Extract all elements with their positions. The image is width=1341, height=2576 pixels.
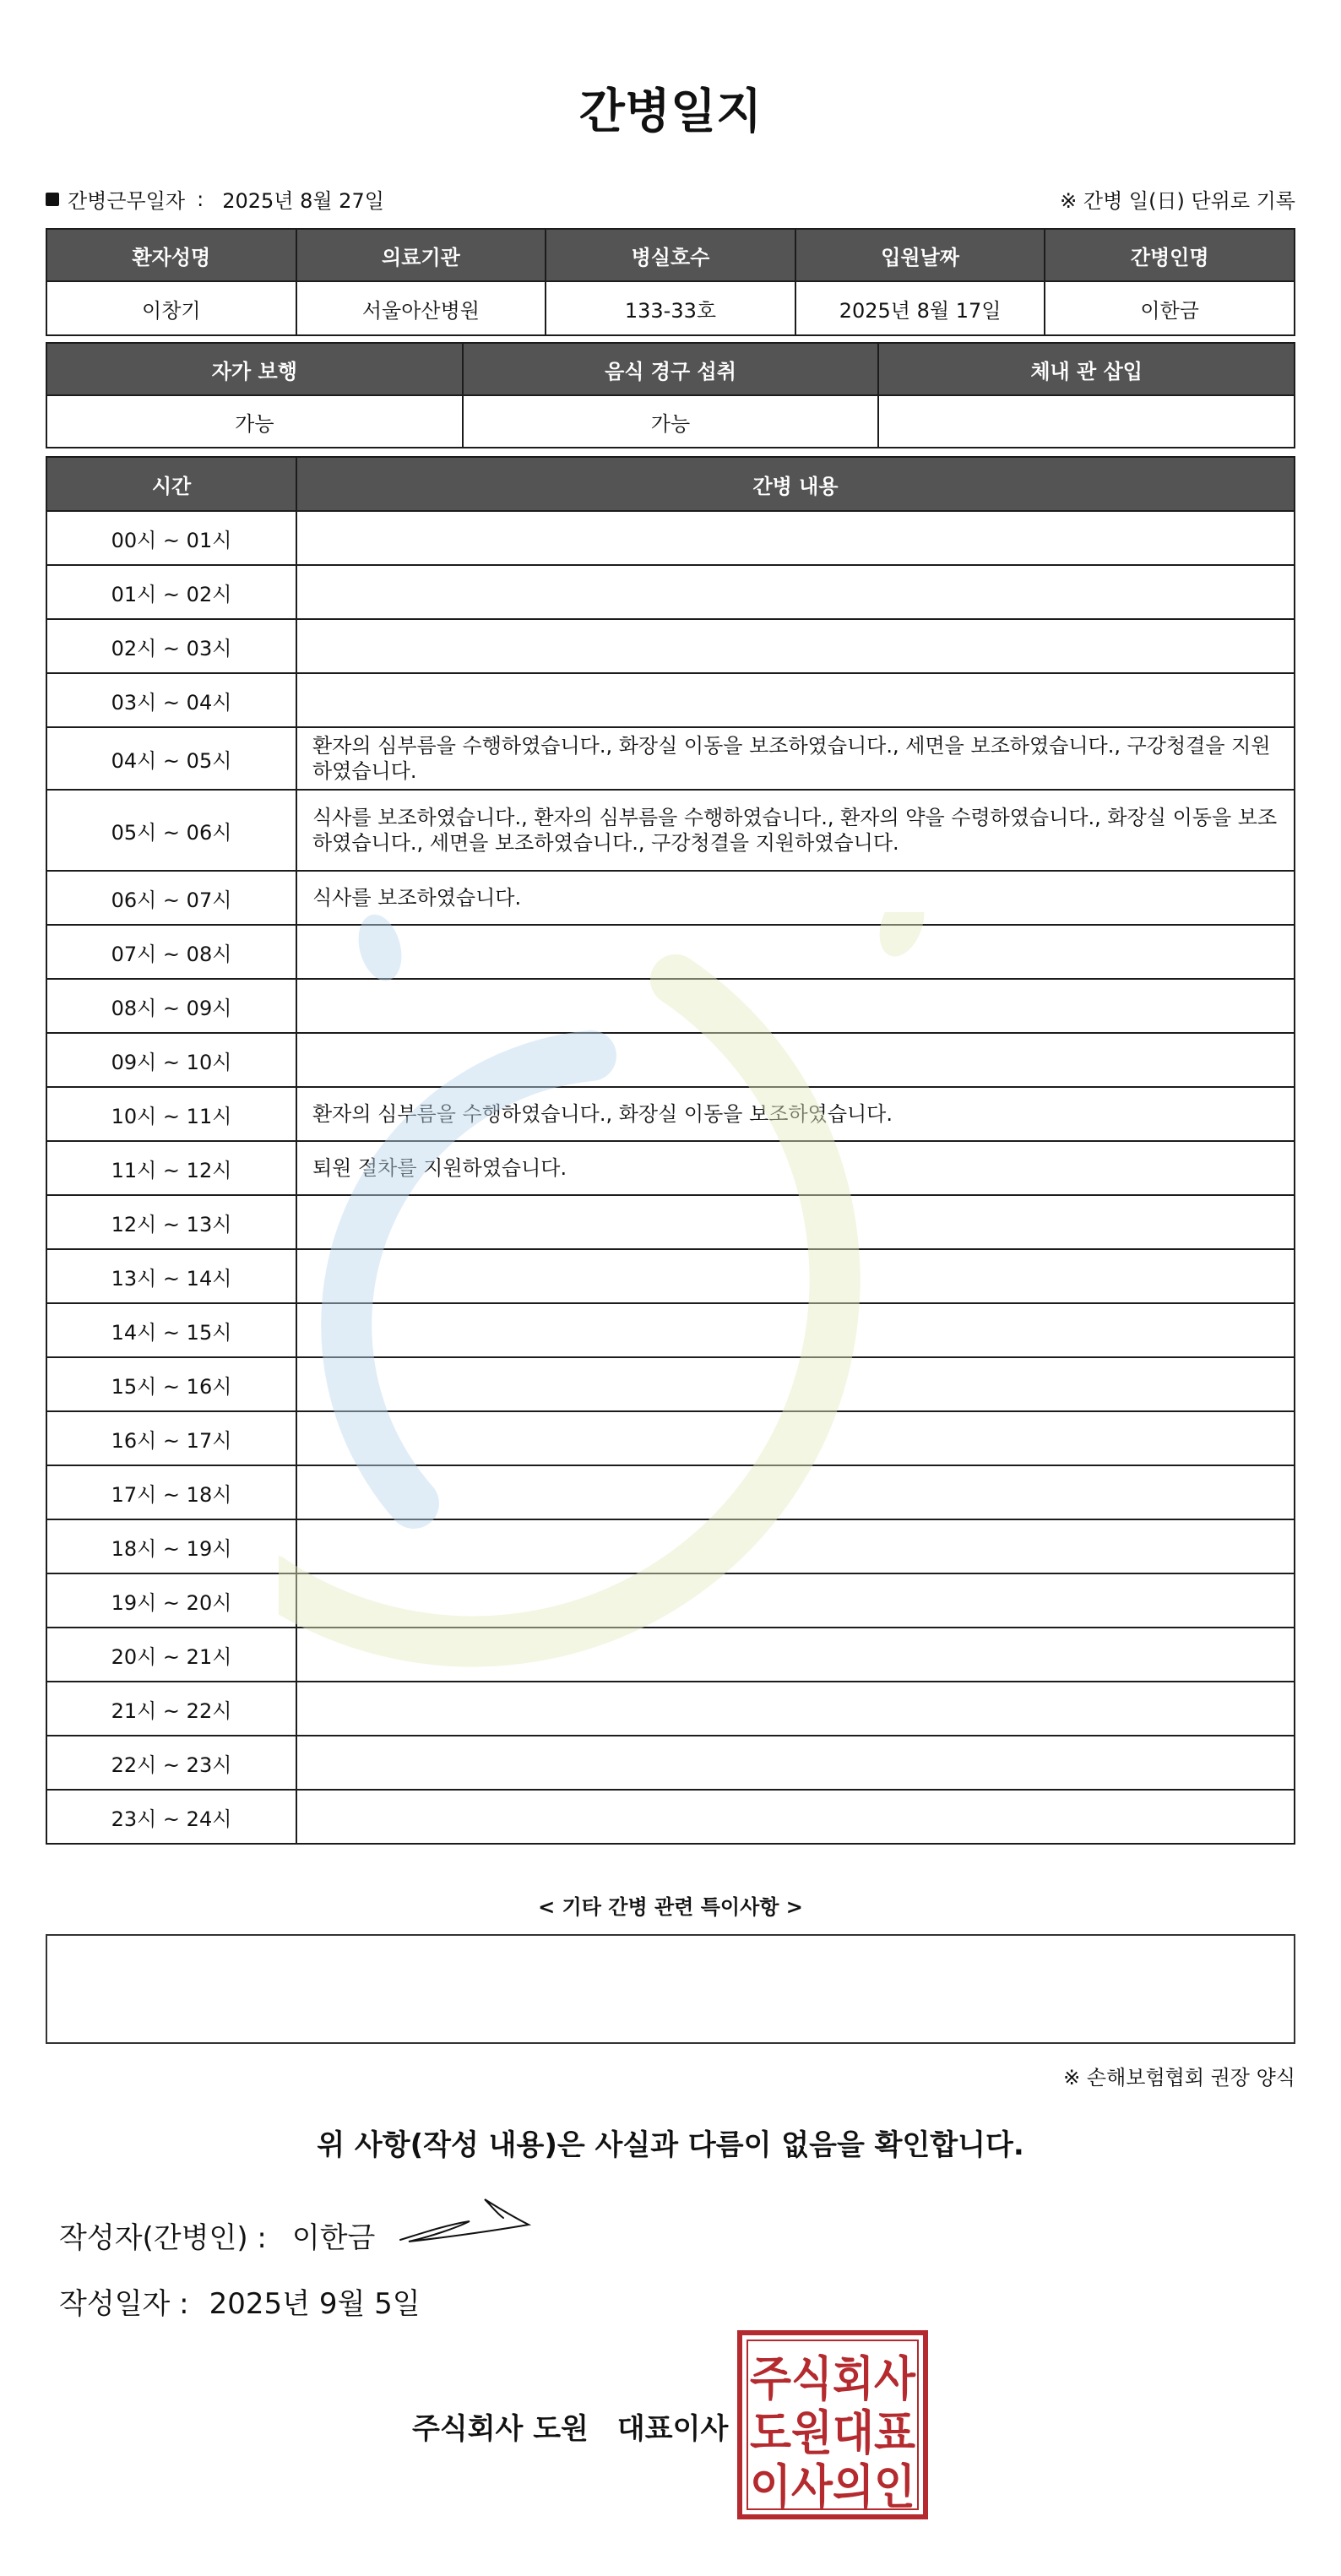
log-content-cell — [296, 1411, 1295, 1465]
log-time-cell: 05시 ~ 06시 — [46, 790, 296, 871]
log-row — [46, 1195, 1295, 1249]
writer-row — [59, 2215, 375, 2256]
log-content-cell — [296, 511, 1295, 565]
log-row — [46, 1411, 1295, 1465]
representative-title: 대표이사 — [616, 2412, 729, 2446]
header-self-walking: 자가 보행 — [46, 343, 463, 395]
confirmation-statement: 위 사항(작성 내용)은 사실과 다름이 없음을 확인합니다. — [317, 2128, 1024, 2162]
log-time-cell: 16시 ~ 17시 — [46, 1411, 296, 1465]
log-time-cell: 21시 ~ 22시 — [46, 1682, 296, 1736]
log-time-cell: 04시 ~ 05시 — [46, 727, 296, 790]
svg-text:주식회사: 주식회사 — [750, 2352, 916, 2407]
log-content-cell — [296, 1519, 1295, 1573]
log-time-cell: 02시 ~ 03시 — [46, 619, 296, 673]
log-row — [46, 1790, 1295, 1844]
log-time-cell: 19시 ~ 20시 — [46, 1573, 296, 1628]
log-content-cell: 식사를 보조하였습니다., 환자의 심부름을 수행하였습니다., 환자의 약을 수령하였습니다., 화장실 이동을 보조하였습니다., 세면을 보조하였습니다., 구강청결을 지원하였습니다. — [296, 790, 1295, 871]
handwritten-signature — [397, 2196, 532, 2247]
log-row — [46, 565, 1295, 619]
header-patient-name: 환자성명 — [46, 229, 296, 281]
ability-table — [46, 342, 1295, 448]
log-time-cell: 09시 ~ 10시 — [46, 1033, 296, 1087]
log-content-cell — [296, 565, 1295, 619]
log-time-cell: 20시 ~ 21시 — [46, 1628, 296, 1682]
log-content-cell — [296, 1736, 1295, 1790]
tube-insertion-value — [878, 395, 1295, 448]
log-content-cell — [296, 1628, 1295, 1682]
log-content-cell — [296, 979, 1295, 1033]
log-row — [46, 790, 1295, 871]
log-row — [46, 1303, 1295, 1357]
log-time-cell: 23시 ~ 24시 — [46, 1790, 296, 1844]
log-time-cell: 01시 ~ 02시 — [46, 565, 296, 619]
header-care-content: 간병 내용 — [296, 457, 1295, 511]
hospital-name: 서울아산병원 — [296, 281, 546, 335]
log-content-cell — [296, 1465, 1295, 1519]
patient-name: 이창기 — [46, 281, 296, 335]
log-row — [46, 925, 1295, 979]
log-content-cell: 환자의 심부름을 수행하였습니다., 화장실 이동을 보조하였습니다., 세면을 보조하였습니다., 구강청결을 지원하였습니다. — [296, 727, 1295, 790]
written-date-label: 작성일자 : — [59, 2287, 189, 2321]
log-time-cell: 15시 ~ 16시 — [46, 1357, 296, 1411]
admission-date: 2025년 8월 17일 — [795, 281, 1045, 335]
log-row — [46, 1573, 1295, 1628]
company-seal-stamp — [736, 2329, 929, 2520]
svg-text:도원대표: 도원대표 — [750, 2406, 915, 2461]
log-row — [46, 1357, 1295, 1411]
log-row — [46, 1736, 1295, 1790]
work-date-value: 2025년 8월 27일 — [222, 189, 384, 213]
log-time-cell: 03시 ~ 04시 — [46, 673, 296, 727]
log-content-cell — [296, 1195, 1295, 1249]
log-row — [46, 511, 1295, 565]
log-row — [46, 1087, 1295, 1141]
log-row — [46, 1249, 1295, 1303]
log-time-cell: 22시 ~ 23시 — [46, 1736, 296, 1790]
log-time-cell: 17시 ~ 18시 — [46, 1465, 296, 1519]
oral-intake-value: 가능 — [463, 395, 879, 448]
care-log-table — [46, 456, 1295, 1845]
log-row — [46, 1628, 1295, 1682]
writer-label: 작성자(간병인) : — [59, 2221, 267, 2255]
header-tube-insertion: 체내 관 삽입 — [878, 343, 1295, 395]
header-room: 병실호수 — [546, 229, 795, 281]
log-time-cell: 18시 ~ 19시 — [46, 1519, 296, 1573]
patient-info-table — [46, 228, 1295, 336]
log-row — [46, 619, 1295, 673]
log-time-cell: 10시 ~ 11시 — [46, 1087, 296, 1141]
log-content-cell — [296, 1303, 1295, 1357]
log-time-cell: 11시 ~ 12시 — [46, 1141, 296, 1195]
log-content-cell — [296, 1249, 1295, 1303]
log-row — [46, 979, 1295, 1033]
header-oral-intake: 음식 경구 섭취 — [463, 343, 879, 395]
log-content-cell — [296, 1357, 1295, 1411]
log-row — [46, 673, 1295, 727]
log-time-cell: 14시 ~ 15시 — [46, 1303, 296, 1357]
log-time-cell: 06시 ~ 07시 — [46, 871, 296, 925]
log-content-cell: 식사를 보조하였습니다. — [296, 871, 1295, 925]
svg-text:이사의인: 이사의인 — [750, 2460, 915, 2515]
log-time-cell: 08시 ~ 09시 — [46, 979, 296, 1033]
header-time: 시간 — [46, 457, 296, 511]
recommendation-note: ※ 손해보험협회 권장 양식 — [1063, 2066, 1295, 2090]
special-notes-title: < 기타 간병 관련 특이사항 > — [538, 1895, 803, 1919]
document-title: 간병일지 — [578, 84, 763, 139]
caregiver-name: 이한금 — [1045, 281, 1295, 335]
ability-header-row — [46, 343, 1295, 395]
log-content-cell — [296, 925, 1295, 979]
work-date-colon: : — [197, 187, 204, 211]
log-time-cell: 00시 ~ 01시 — [46, 511, 296, 565]
log-time-cell: 12시 ~ 13시 — [46, 1195, 296, 1249]
patient-header-row — [46, 229, 1295, 281]
log-row — [46, 1519, 1295, 1573]
log-row — [46, 1141, 1295, 1195]
ability-value-row — [46, 395, 1295, 448]
log-content-cell — [296, 1682, 1295, 1736]
writer-name: 이한금 — [291, 2221, 376, 2255]
work-date-label: 간병근무일자 — [68, 189, 186, 213]
log-content-cell — [296, 1790, 1295, 1844]
log-row — [46, 1465, 1295, 1519]
log-content-cell — [296, 1033, 1295, 1087]
company-signature-line — [412, 2405, 728, 2447]
header-admission-date: 입원날짜 — [795, 229, 1045, 281]
self-walking-value: 가능 — [46, 395, 463, 448]
log-header-row — [46, 457, 1295, 511]
log-content-cell: 퇴원 절차를 지원하였습니다. — [296, 1141, 1295, 1195]
log-row — [46, 1033, 1295, 1087]
header-caregiver: 간병인명 — [1045, 229, 1295, 281]
unit-note: ※ 간병 일(日) 단위로 기록 — [1060, 189, 1295, 213]
square-bullet-icon — [46, 193, 59, 206]
patient-value-row — [46, 281, 1295, 335]
written-date-value: 2025년 9월 5일 — [209, 2287, 421, 2321]
log-time-cell: 07시 ~ 08시 — [46, 925, 296, 979]
log-row — [46, 727, 1295, 790]
special-notes-box — [46, 1934, 1295, 2044]
log-content-cell — [296, 619, 1295, 673]
header-hospital: 의료기관 — [296, 229, 546, 281]
work-date-row — [46, 184, 384, 214]
log-content-cell — [296, 1573, 1295, 1628]
log-time-cell: 13시 ~ 14시 — [46, 1249, 296, 1303]
log-row — [46, 871, 1295, 925]
log-content-cell — [296, 673, 1295, 727]
log-row — [46, 1682, 1295, 1736]
log-content-cell: 환자의 심부름을 수행하였습니다., 화장실 이동을 보조하였습니다. — [296, 1087, 1295, 1141]
company-name: 주식회사 도원 — [412, 2412, 589, 2446]
written-date-row — [59, 2280, 421, 2322]
room-number: 133-33호 — [546, 281, 795, 335]
